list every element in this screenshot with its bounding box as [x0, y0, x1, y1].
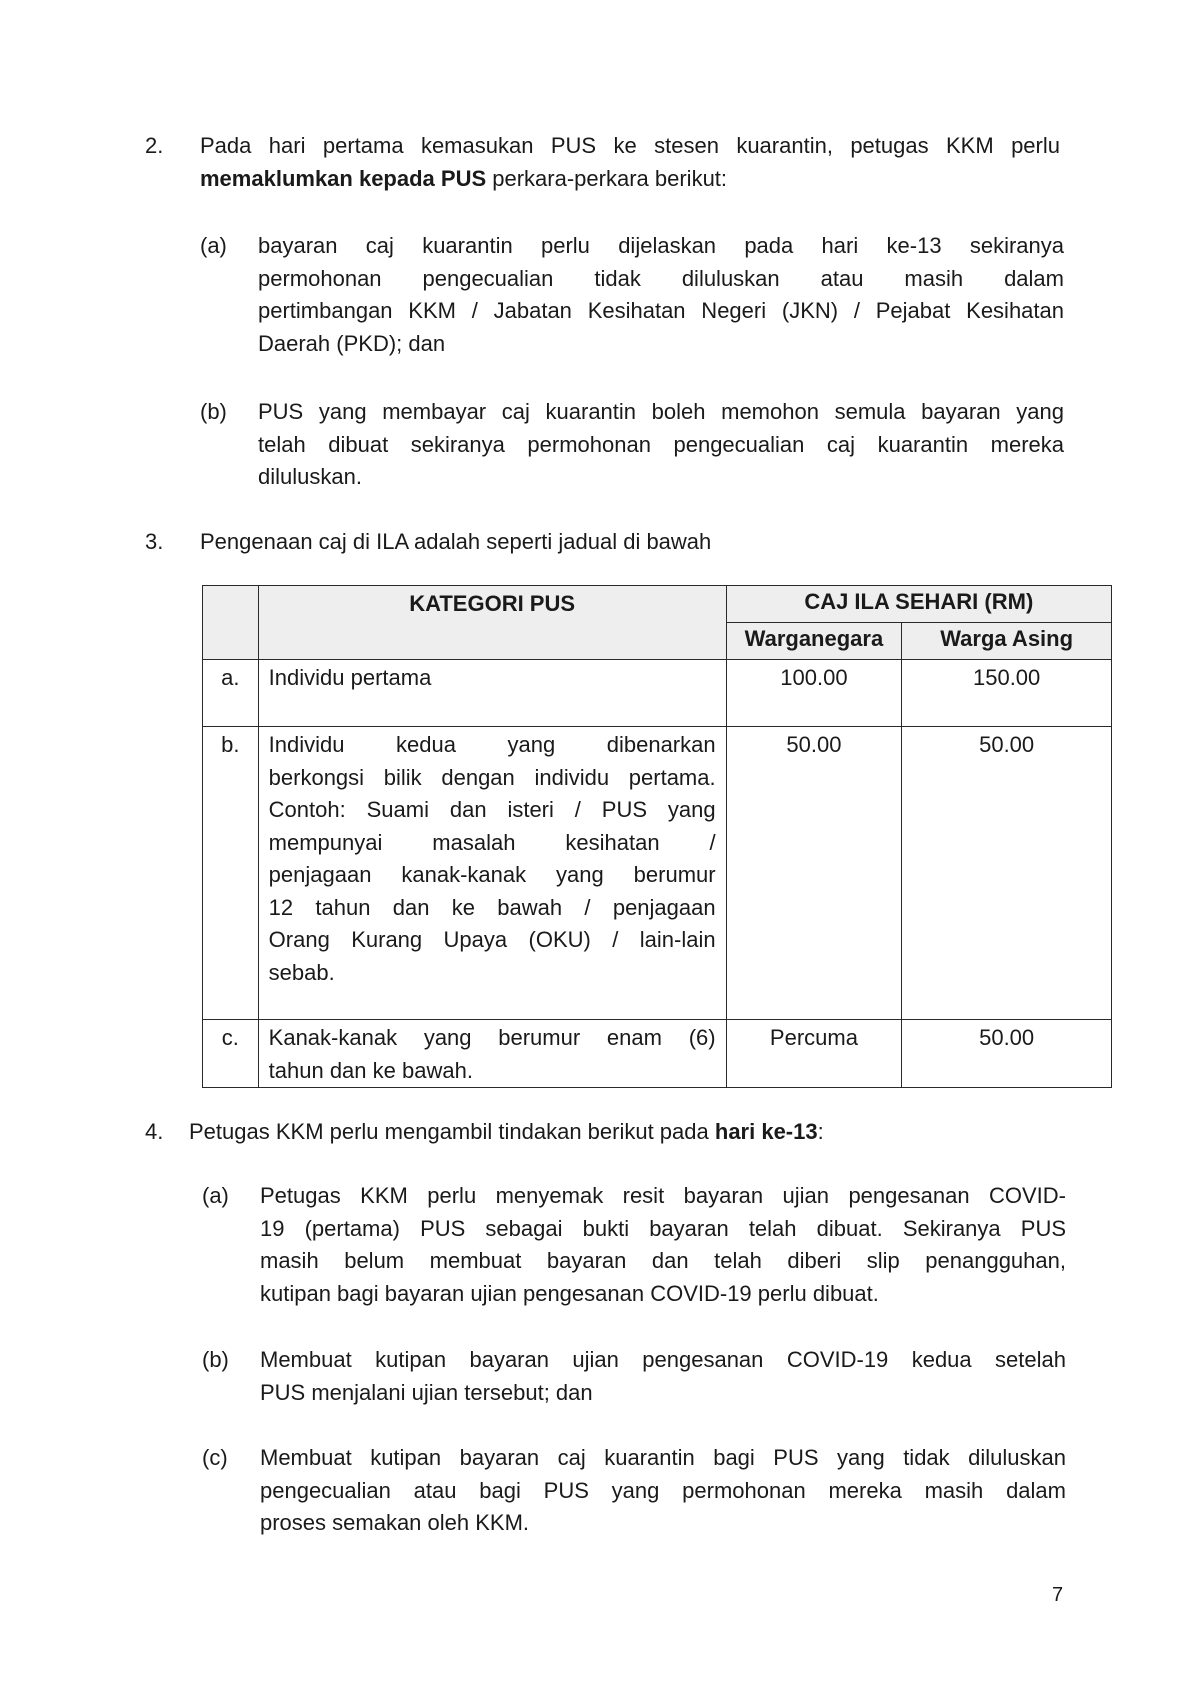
section-3-number: 3.: [145, 529, 164, 554]
item-line: diluluskan.: [258, 464, 362, 489]
item-line: pengecualian atau bagi PUS yang permohonan mereka masih dalam: [260, 1477, 1066, 1503]
section-4-bold-phrase: hari ke-13: [714, 1119, 818, 1144]
section-2-line-1: Pada hari pertama kemasukan PUS ke stesen kuarantin, petugas KKM perlu: [200, 133, 1060, 158]
row-foreign-charge: 150.00: [902, 660, 1112, 727]
item-text: [260, 1180, 1066, 1310]
item-line: permohonan pengecualian tidak diluluskan atau masih dalam: [258, 265, 1064, 291]
section-4-text-after: :: [817, 1119, 824, 1144]
table-row: [203, 1020, 1112, 1088]
row-line: mempunyai masalah kesihatan /: [268, 829, 716, 855]
row-citizen-charge: 50.00: [726, 727, 902, 1020]
item-line: Petugas KKM perlu menyemak resit bayaran ujian pengesanan COVID-: [260, 1183, 1066, 1208]
item-line: pertimbangan KKM / Jabatan Kesihatan Negeri (JKN) / Pejabat Kesihatan: [258, 298, 1064, 323]
row-number: c.: [203, 1020, 259, 1088]
item-text: [260, 1442, 1066, 1540]
section-2-number: 2.: [145, 133, 164, 158]
row-number: a.: [203, 660, 259, 727]
item-label: (b): [202, 1347, 229, 1372]
section-2-line-2-rest: perkara-perkara berikut:: [486, 165, 728, 191]
row-line: tahun dan ke bawah.: [268, 1057, 473, 1083]
section-2-text: [200, 130, 1060, 195]
item-label: (b): [200, 399, 227, 424]
row-line: Kanak-kanak yang berumur enam (6): [268, 1025, 716, 1050]
item-line: PUS menjalani ujian tersebut; dan: [260, 1379, 593, 1405]
header-blank: [203, 586, 259, 660]
header-charge: CAJ ILA SEHARI (RM): [726, 586, 1111, 623]
row-line: berkongsi bilik dengan individu pertama.: [268, 764, 716, 790]
row-line: 12 tahun dan ke bawah / penjagaan: [268, 894, 716, 920]
section-4-text: [189, 1116, 1049, 1149]
item-line: PUS yang membayar caj kuarantin boleh memohon semula bayaran yang: [258, 399, 1064, 424]
section-2-line-2: [200, 163, 1060, 196]
item-line: telah dibuat sekiranya permohonan pengecualian caj kuarantin mereka: [258, 431, 1064, 457]
item-line: Daerah (PKD); dan: [258, 330, 446, 356]
section-4-text-before: Petugas KKM perlu mengambil tindakan berikut pada: [189, 1119, 715, 1144]
row-line: Individu pertama: [268, 665, 432, 690]
item-text: [258, 396, 1064, 494]
item-label: (c): [202, 1445, 228, 1470]
row-line: Orang Kurang Upaya (OKU) / lain-lain: [268, 927, 716, 952]
row-line: Individu kedua yang dibenarkan: [268, 732, 716, 757]
item-label: (a): [202, 1183, 229, 1208]
row-foreign-charge: 50.00: [902, 727, 1112, 1020]
table-row: [203, 660, 1112, 727]
item-line: kutipan bagi bayaran ujian pengesanan COVID-19 perlu dibuat.: [260, 1280, 879, 1306]
table-row: [203, 727, 1112, 1020]
section-3-line: Pengenaan caj di ILA adalah seperti jadual di bawah: [200, 529, 712, 554]
section-3-text: [200, 526, 1060, 559]
row-line: sebab.: [268, 959, 335, 985]
item-label: (a): [200, 233, 227, 258]
row-number: b.: [203, 727, 259, 1020]
item-line: proses semakan oleh KKM.: [260, 1510, 530, 1535]
section-4-line: [189, 1116, 1049, 1149]
item-line: Membuat kutipan bayaran caj kuarantin bagi PUS yang tidak diluluskan: [260, 1445, 1066, 1470]
item-text: [260, 1344, 1066, 1409]
row-citizen-charge: 100.00: [726, 660, 902, 727]
row-line: Contoh: Suami dan isteri / PUS yang: [268, 797, 716, 822]
row-category: [258, 660, 726, 727]
row-category: [258, 727, 726, 1020]
item-line: masih belum membuat bayaran dan telah diberi slip penangguhan,: [260, 1248, 1066, 1273]
section-2-bold-phrase: memaklumkan kepada PUS: [200, 165, 487, 191]
item-text: [258, 230, 1064, 360]
item-line: Membuat kutipan bayaran ujian pengesanan COVID-19 kedua setelah: [260, 1347, 1066, 1372]
row-foreign-charge: 50.00: [902, 1020, 1112, 1088]
item-line: bayaran caj kuarantin perlu dijelaskan pada hari ke-13 sekiranya: [258, 233, 1064, 258]
page-number: 7: [1052, 1584, 1064, 1606]
row-category: [258, 1020, 726, 1088]
row-citizen-charge: Percuma: [726, 1020, 902, 1088]
header-category: KATEGORI PUS: [258, 586, 726, 660]
row-line: penjagaan kanak-kanak yang berumur: [268, 862, 716, 887]
header-citizen: Warganegara: [726, 623, 902, 660]
charges-table: [202, 585, 1112, 1088]
item-line: 19 (pertama) PUS sebagai bukti bayaran telah dibuat. Sekiranya PUS: [260, 1215, 1066, 1241]
header-foreign: Warga Asing: [902, 623, 1112, 660]
section-4-number: 4.: [145, 1119, 164, 1144]
section-2: [145, 130, 1065, 200]
